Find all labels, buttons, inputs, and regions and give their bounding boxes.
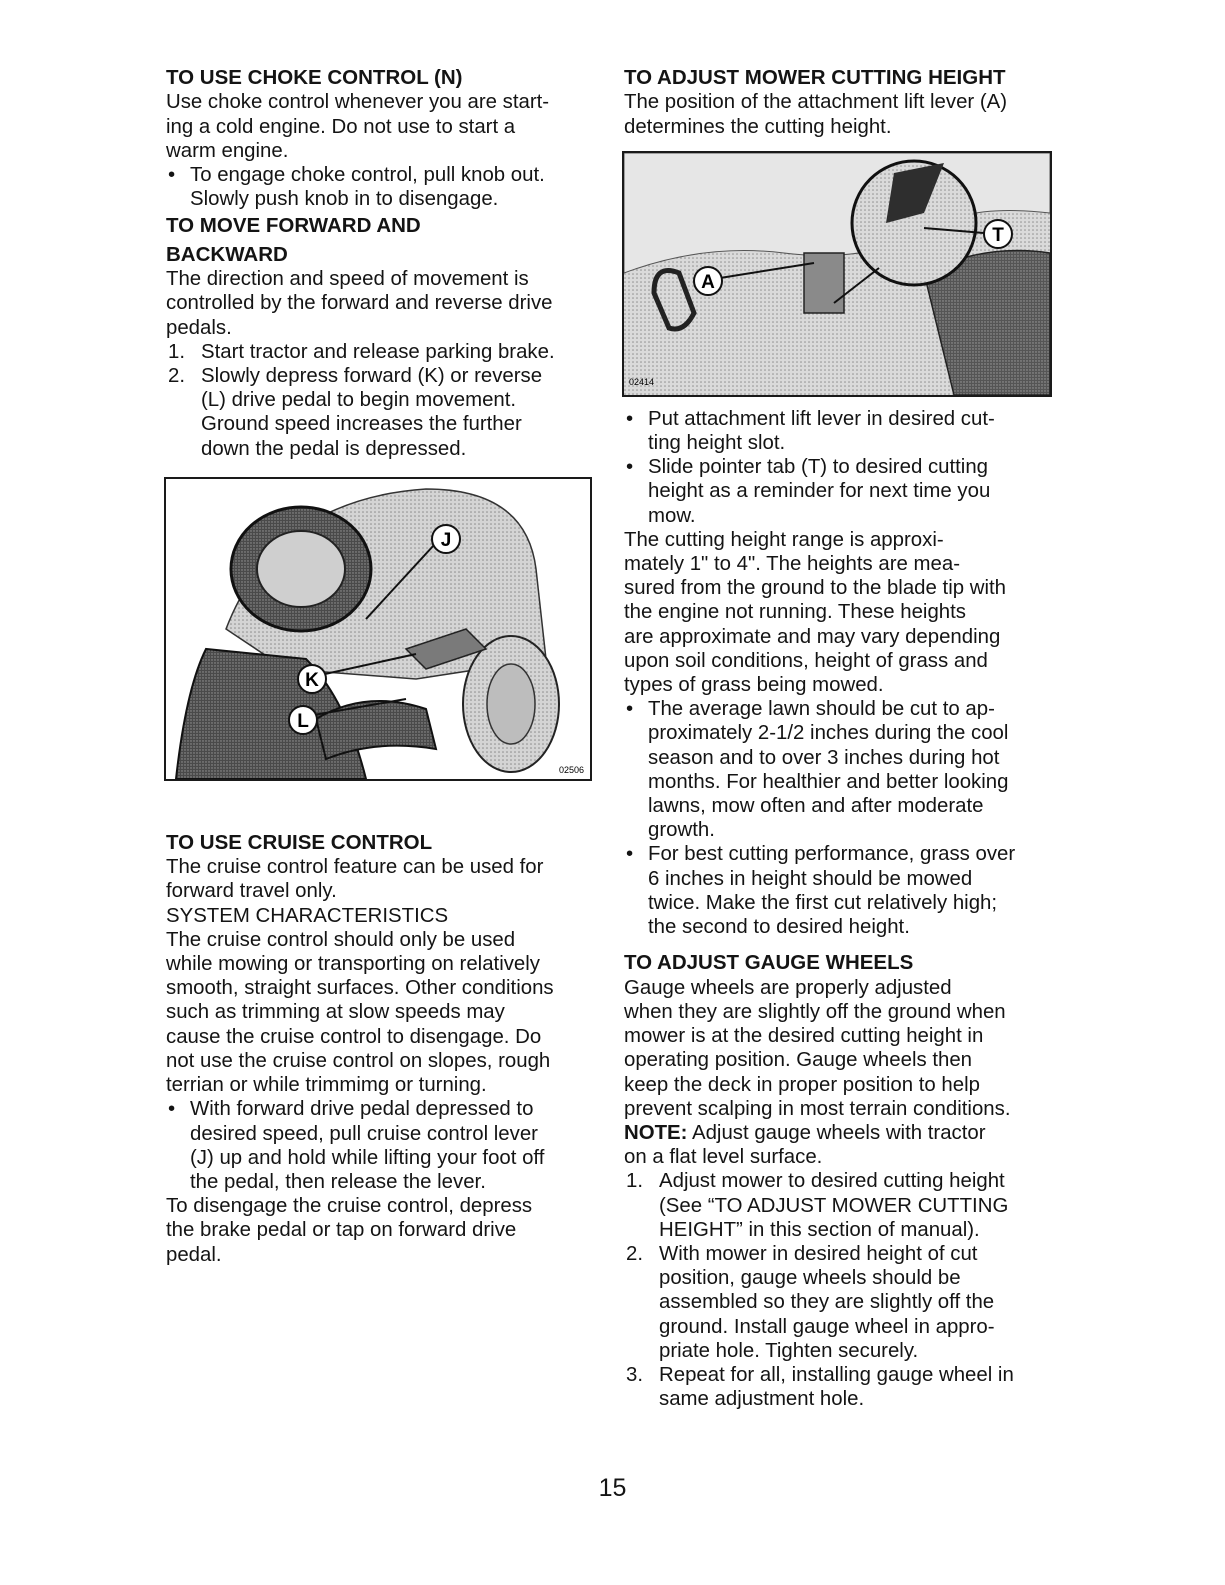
step-line: down the pedal is depressed. [201, 437, 467, 460]
step-line: Start tractor and release parking brake. [201, 340, 555, 363]
callout-label: K [305, 669, 319, 691]
bullet-line: Slowly push knob in to disengage. [190, 188, 499, 211]
range-line: are approximate and may vary depending [624, 625, 1001, 648]
note-text: Adjust gauge wheels with tractor [687, 1121, 986, 1144]
lift-lever-illustration [624, 153, 1050, 395]
cruise-line: forward travel only. [166, 880, 337, 903]
system-line: not use the cruise control on slopes, rough [166, 1049, 551, 1072]
bullet-line: growth. [648, 819, 715, 842]
bullet-line: mow. [648, 504, 696, 527]
step-line: (See “TO ADJUST MOWER CUTTING [659, 1194, 1009, 1217]
bullet-line: With forward drive pedal depressed to [190, 1098, 534, 1121]
choke-line: Use choke control whenever you are start- [166, 91, 550, 114]
figure-lift-lever [622, 151, 1052, 397]
forward-step [166, 364, 596, 461]
right-column [624, 66, 1054, 1411]
bullet-mark: • [168, 1098, 176, 1121]
step-line: same adjustment hole. [659, 1388, 865, 1411]
bullet-line: lawns, mow often and after moderate [648, 795, 984, 818]
system-line: such as trimming at slow speeds may [166, 1001, 505, 1024]
gauge-line: prevent scalping in most terrain conditions. [624, 1097, 1011, 1120]
gauge-line: mower is at the desired cutting height in [624, 1025, 984, 1048]
choke-line: ing a cold engine. Do not use to start a [166, 115, 516, 138]
bullet-mark: • [168, 164, 176, 187]
bullet-line: The average lawn should be cut to ap- [648, 698, 995, 721]
forward-line: The direction and speed of movement is [166, 268, 529, 291]
disengage-line: pedal. [166, 1243, 222, 1266]
note-label: NOTE: [624, 1121, 688, 1144]
bullet-line: season and to over 3 inches during hot [648, 746, 1000, 769]
step-line: Adjust mower to desired cutting height [659, 1170, 1005, 1193]
range-line: types of grass being mowed. [624, 674, 884, 697]
step-line: HEIGHT” in this section of manual). [659, 1218, 980, 1241]
range-bullet [624, 697, 1054, 842]
choke-bullet [166, 163, 596, 211]
step-number: 2. [168, 365, 186, 388]
gauge-line: operating position. Gauge wheels then [624, 1049, 973, 1072]
note-line [624, 1121, 1054, 1145]
range-line: sured from the ground to the blade tip with [624, 577, 1006, 600]
bullet-mark: • [626, 843, 634, 866]
system-line: while mowing or transporting on relatively [166, 953, 541, 976]
gauge-step [624, 1363, 1054, 1411]
choke-heading: TO USE CHOKE CONTROL (N) [166, 66, 463, 89]
gauge-line: Gauge wheels are properly adjusted [624, 976, 952, 999]
gauge-line: keep the deck in proper position to help [624, 1073, 980, 1096]
step-line: ground. Install gauge wheel in appro- [659, 1315, 995, 1338]
bullet-line: months. For healthier and better looking [648, 770, 1009, 793]
height-heading: TO ADJUST MOWER CUTTING HEIGHT [624, 66, 1006, 89]
forward-heading-cont: BACKWARD [166, 242, 288, 266]
step-number: 1. [626, 1170, 644, 1193]
range-line: the engine not running. These heights [624, 601, 966, 624]
step-line: With mower in desired height of cut [659, 1242, 978, 1265]
bullet-line: twice. Make the first cut relatively high; [648, 891, 998, 914]
callout-label: L [297, 710, 309, 732]
cruise-line: The cruise control feature can be used for [166, 856, 544, 879]
disengage-line: the brake pedal or tap on forward drive [166, 1219, 517, 1242]
bullet-line: the second to desired height. [648, 916, 910, 939]
forward-step [166, 340, 596, 364]
bullet-mark: • [626, 407, 634, 430]
page-number: 15 [598, 1474, 627, 1502]
step-line: (L) drive pedal to begin movement. [201, 389, 517, 412]
range-line: upon soil conditions, height of grass and [624, 649, 988, 672]
forward-line: controlled by the forward and reverse drive [166, 292, 553, 315]
callout-label: J [440, 529, 452, 551]
step-line: position, gauge wheels should be [659, 1267, 961, 1290]
figure-pedals [164, 477, 592, 781]
height-line: The position of the attachment lift lever (A) [624, 91, 1008, 114]
callout-label: T [992, 224, 1004, 246]
figure-code: 02506 [558, 764, 584, 775]
step-line: Ground speed increases the further [201, 413, 522, 436]
gauge-step [624, 1169, 1054, 1242]
system-line: The cruise control should only be used [166, 928, 516, 951]
bullet-line: For best cutting performance, grass over [648, 843, 1016, 866]
bullet-line: ting height slot. [648, 432, 786, 455]
callout-label: A [701, 271, 715, 293]
bullet-line: desired speed, pull cruise control lever [190, 1122, 538, 1145]
note-line: on a flat level surface. [624, 1146, 823, 1169]
left-column [166, 66, 596, 1267]
choke-line: warm engine. [166, 139, 289, 162]
step-line: assembled so they are slightly off the [659, 1291, 995, 1314]
system-line: terrian or while trimmimg or turning. [166, 1074, 487, 1097]
range-line: The cutting height range is approxi- [624, 528, 944, 551]
cruise-heading: TO USE CRUISE CONTROL [166, 830, 433, 854]
forward-line: pedals. [166, 316, 232, 339]
gauge-line: when they are slightly off the ground when [624, 1000, 1006, 1023]
bullet-mark: • [626, 456, 634, 479]
system-heading: SYSTEM CHARACTERISTICS [166, 904, 449, 927]
bullet-line: the pedal, then release the lever. [190, 1170, 486, 1193]
bullet-line: Put attachment lift lever in desired cut- [648, 407, 995, 430]
gauge-heading: TO ADJUST GAUGE WHEELS [624, 951, 914, 975]
step-number: 3. [626, 1363, 644, 1386]
step-line: priate hole. Tighten securely. [659, 1339, 919, 1362]
system-bullet [166, 1097, 596, 1194]
figure-code: 02414 [629, 376, 655, 387]
system-line: cause the cruise control to disengage. Do [166, 1025, 542, 1048]
pedals-illustration [166, 479, 590, 779]
range-line: mately 1" to 4". The heights are mea- [624, 553, 960, 576]
height-bullet [624, 455, 1054, 528]
bullet-line: (J) up and hold while lifting your foot off [190, 1146, 545, 1169]
step-line: Slowly depress forward (K) or reverse [201, 365, 543, 388]
bullet-line: proximately 2-1/2 inches during the cool [648, 722, 1009, 745]
disengage-line: To disengage the cruise control, depress [166, 1195, 533, 1218]
height-line: determines the cutting height. [624, 115, 892, 138]
bullet-line: height as a reminder for next time you [648, 480, 991, 503]
step-line: Repeat for all, installing gauge wheel in [659, 1363, 1014, 1386]
height-bullet [624, 407, 1054, 455]
bullet-line: To engage choke control, pull knob out. [190, 164, 545, 187]
step-number: 1. [168, 340, 186, 363]
range-bullet [624, 842, 1054, 939]
bullet-mark: • [626, 698, 634, 721]
gauge-step [624, 1242, 1054, 1363]
forward-heading: TO MOVE FORWARD AND [166, 214, 421, 238]
bullet-line: Slide pointer tab (T) to desired cutting [648, 456, 989, 479]
step-number: 2. [626, 1242, 644, 1265]
system-line: smooth, straight surfaces. Other conditions [166, 977, 554, 1000]
bullet-line: 6 inches in height should be mowed [648, 867, 973, 890]
